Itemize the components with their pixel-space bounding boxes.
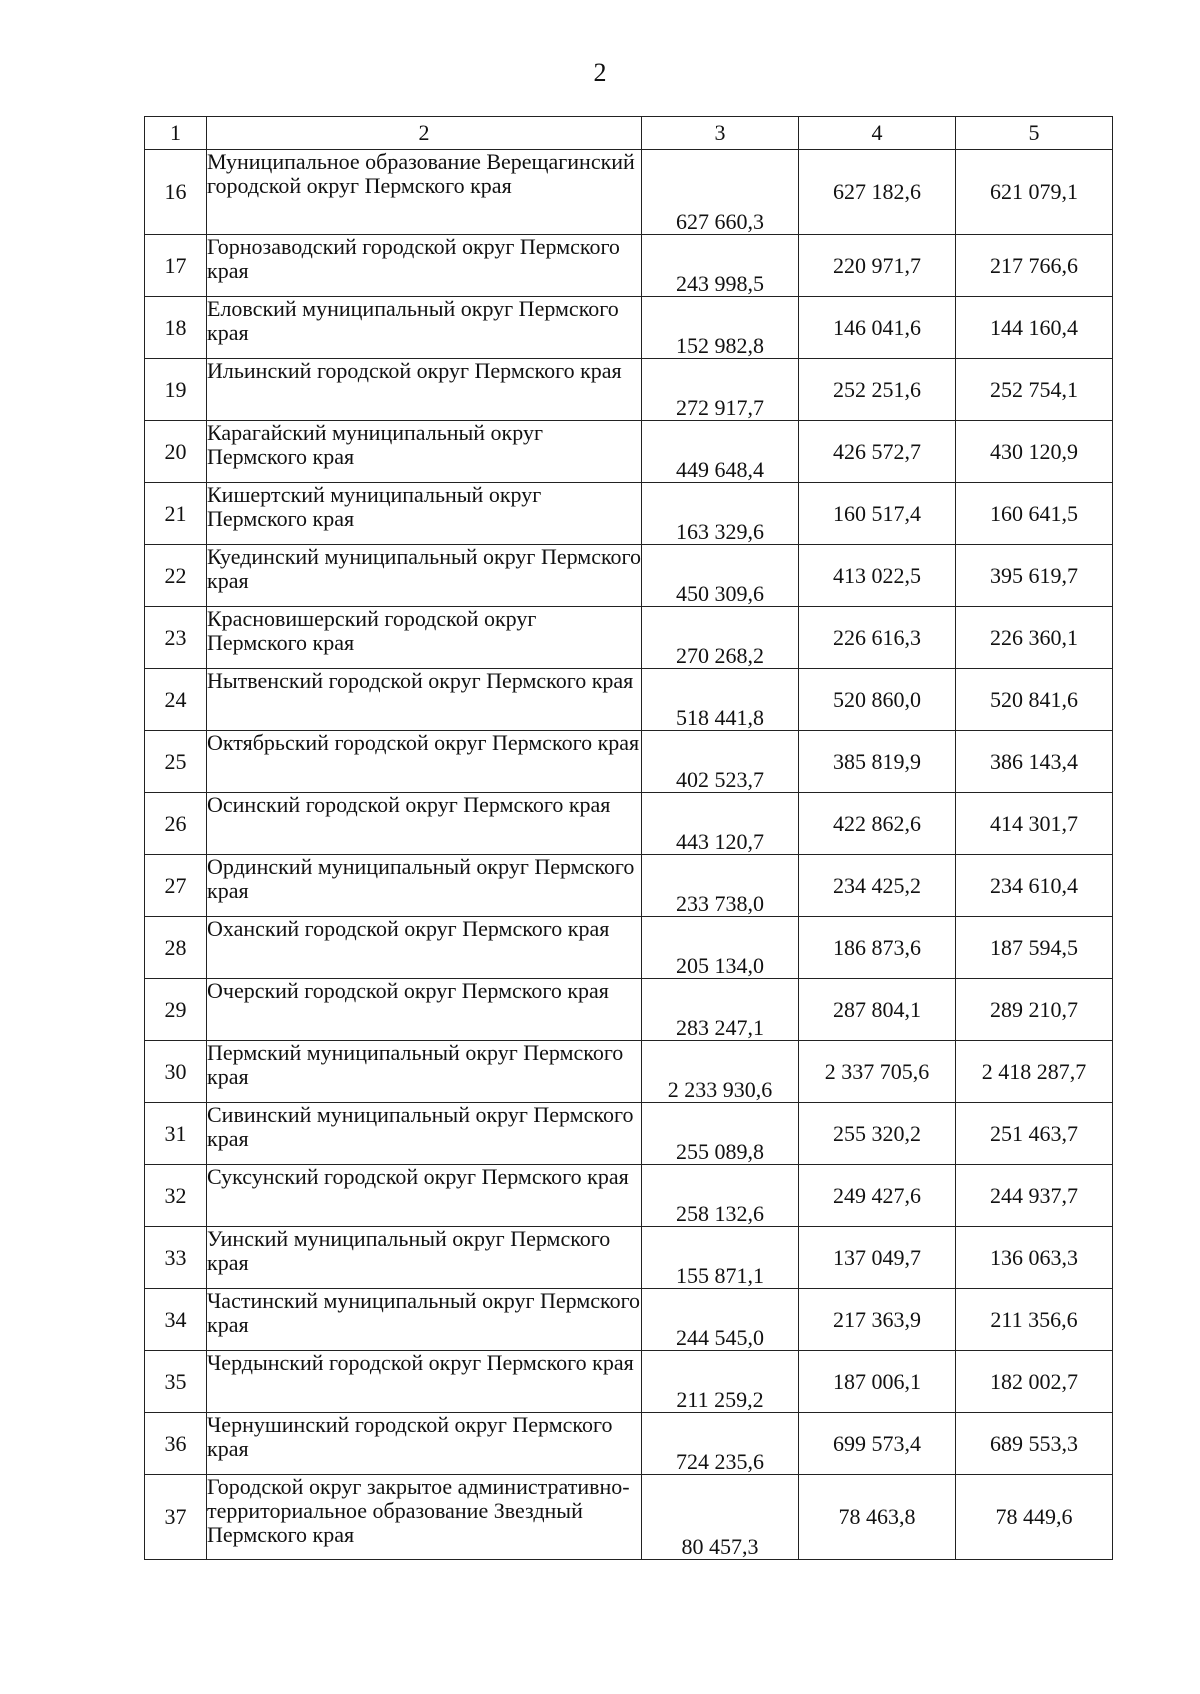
- municipality-name: Оханский городской округ Пермского края: [207, 917, 642, 979]
- value-col-3: 155 871,1: [642, 1227, 799, 1289]
- value-col-4: 217 363,9: [799, 1289, 956, 1351]
- municipality-name: Кишертский муниципальный округ Пермского края: [207, 483, 642, 545]
- municipality-name: Уинский муниципальный округ Пермского края: [207, 1227, 642, 1289]
- value-col-4: 699 573,4: [799, 1413, 956, 1475]
- value-col-5: 395 619,7: [956, 545, 1113, 607]
- row-number: 16: [145, 150, 207, 235]
- table-row: [145, 1227, 1113, 1289]
- value-col-5: 621 079,1: [956, 150, 1113, 235]
- value-col-5: 217 766,6: [956, 235, 1113, 297]
- table-row: [145, 1351, 1113, 1413]
- value-col-4: 2 337 705,6: [799, 1041, 956, 1103]
- row-number: 37: [145, 1475, 207, 1560]
- value-col-3: 402 523,7: [642, 731, 799, 793]
- value-col-3: 450 309,6: [642, 545, 799, 607]
- value-col-3: 80 457,3: [642, 1475, 799, 1560]
- row-number: 28: [145, 917, 207, 979]
- value-col-3: 283 247,1: [642, 979, 799, 1041]
- municipality-name: Нытвенский городской округ Пермского края: [207, 669, 642, 731]
- municipality-name: Еловский муниципальный округ Пермского края: [207, 297, 642, 359]
- table-row: [145, 235, 1113, 297]
- header-col-4: 4: [799, 117, 956, 150]
- value-col-4: 160 517,4: [799, 483, 956, 545]
- row-number: 22: [145, 545, 207, 607]
- value-col-3: 152 982,8: [642, 297, 799, 359]
- value-col-3: 272 917,7: [642, 359, 799, 421]
- value-col-5: 251 463,7: [956, 1103, 1113, 1165]
- value-col-3: 258 132,6: [642, 1165, 799, 1227]
- table-row: [145, 731, 1113, 793]
- value-col-5: 78 449,6: [956, 1475, 1113, 1560]
- value-col-4: 385 819,9: [799, 731, 956, 793]
- municipality-name: Октябрьский городской округ Пермского края: [207, 731, 642, 793]
- value-col-4: 220 971,7: [799, 235, 956, 297]
- header-col-5: 5: [956, 117, 1113, 150]
- municipality-name: Осинский городской округ Пермского края: [207, 793, 642, 855]
- value-col-4: 78 463,8: [799, 1475, 956, 1560]
- table-row: [145, 793, 1113, 855]
- municipality-name: Очерский городской округ Пермского края: [207, 979, 642, 1041]
- row-number: 17: [145, 235, 207, 297]
- row-number: 31: [145, 1103, 207, 1165]
- value-col-4: 287 804,1: [799, 979, 956, 1041]
- value-col-4: 249 427,6: [799, 1165, 956, 1227]
- row-number: 29: [145, 979, 207, 1041]
- table-row: [145, 297, 1113, 359]
- row-number: 25: [145, 731, 207, 793]
- table-header: [145, 117, 1113, 150]
- value-col-3: 443 120,7: [642, 793, 799, 855]
- row-number: 18: [145, 297, 207, 359]
- table-body: [145, 150, 1113, 1560]
- value-col-5: 689 553,3: [956, 1413, 1113, 1475]
- row-number: 33: [145, 1227, 207, 1289]
- page-number: 2: [593, 58, 607, 87]
- value-col-4: 146 041,6: [799, 297, 956, 359]
- municipality-name: Куединский муниципальный округ Пермского края: [207, 545, 642, 607]
- value-col-5: 160 641,5: [956, 483, 1113, 545]
- value-col-4: 234 425,2: [799, 855, 956, 917]
- value-col-4: 187 006,1: [799, 1351, 956, 1413]
- table-row: [145, 421, 1113, 483]
- municipality-name: Чернушинский городской округ Пермского края: [207, 1413, 642, 1475]
- row-number: 26: [145, 793, 207, 855]
- row-number: 27: [145, 855, 207, 917]
- value-col-4: 137 049,7: [799, 1227, 956, 1289]
- value-col-3: 163 329,6: [642, 483, 799, 545]
- table-row: [145, 979, 1113, 1041]
- value-col-5: 289 210,7: [956, 979, 1113, 1041]
- value-col-5: 234 610,4: [956, 855, 1113, 917]
- municipality-name: Красновишерский городской округ Пермского края: [207, 607, 642, 669]
- value-col-4: 520 860,0: [799, 669, 956, 731]
- table-row: [145, 483, 1113, 545]
- table-row: [145, 150, 1113, 235]
- value-col-4: 255 320,2: [799, 1103, 956, 1165]
- row-number: 30: [145, 1041, 207, 1103]
- row-number: 23: [145, 607, 207, 669]
- table-row: [145, 669, 1113, 731]
- row-number: 36: [145, 1413, 207, 1475]
- table-row: [145, 607, 1113, 669]
- value-col-5: 226 360,1: [956, 607, 1113, 669]
- table-row: [145, 1103, 1113, 1165]
- value-col-3: 627 660,3: [642, 150, 799, 235]
- value-col-5: 430 120,9: [956, 421, 1113, 483]
- table-row: [145, 545, 1113, 607]
- value-col-4: 186 873,6: [799, 917, 956, 979]
- value-col-4: 413 022,5: [799, 545, 956, 607]
- value-col-3: 211 259,2: [642, 1351, 799, 1413]
- table-row: [145, 855, 1113, 917]
- row-number: 24: [145, 669, 207, 731]
- value-col-5: 520 841,6: [956, 669, 1113, 731]
- value-col-4: 422 862,6: [799, 793, 956, 855]
- value-col-5: 211 356,6: [956, 1289, 1113, 1351]
- value-col-5: 182 002,7: [956, 1351, 1113, 1413]
- table-row: [145, 1165, 1113, 1227]
- value-col-5: 136 063,3: [956, 1227, 1113, 1289]
- municipality-name: Суксунский городской округ Пермского края: [207, 1165, 642, 1227]
- value-col-5: 386 143,4: [956, 731, 1113, 793]
- header-col-1: 1: [145, 117, 207, 150]
- table-row: [145, 1413, 1113, 1475]
- municipality-name: Сивинский муниципальный округ Пермского края: [207, 1103, 642, 1165]
- value-col-3: 205 134,0: [642, 917, 799, 979]
- row-number: 19: [145, 359, 207, 421]
- value-col-4: 426 572,7: [799, 421, 956, 483]
- value-col-5: 187 594,5: [956, 917, 1113, 979]
- row-number: 35: [145, 1351, 207, 1413]
- table-row: [145, 917, 1113, 979]
- table-row: [145, 1475, 1113, 1560]
- municipality-name: Горнозаводский городской округ Пермского края: [207, 235, 642, 297]
- header-col-3: 3: [642, 117, 799, 150]
- municipality-name: Пермский муниципальный округ Пермского края: [207, 1041, 642, 1103]
- row-number: 20: [145, 421, 207, 483]
- value-col-3: 244 545,0: [642, 1289, 799, 1351]
- value-col-5: 414 301,7: [956, 793, 1113, 855]
- municipality-name: Ильинский городской округ Пермского края: [207, 359, 642, 421]
- value-col-5: 244 937,7: [956, 1165, 1113, 1227]
- value-col-3: 518 441,8: [642, 669, 799, 731]
- value-col-3: 270 268,2: [642, 607, 799, 669]
- table-row: [145, 1289, 1113, 1351]
- value-col-4: 252 251,6: [799, 359, 956, 421]
- value-col-4: 627 182,6: [799, 150, 956, 235]
- municipality-name: Городской округ закрытое административно-территориальное образование Звездный Пермского края: [207, 1475, 642, 1560]
- row-number: 34: [145, 1289, 207, 1351]
- municipality-name: Муниципальное образование Верещагинский городской округ Пермского края: [207, 150, 642, 235]
- value-col-3: 2 233 930,6: [642, 1041, 799, 1103]
- value-col-3: 449 648,4: [642, 421, 799, 483]
- value-col-5: 144 160,4: [956, 297, 1113, 359]
- header-row: [145, 117, 1113, 150]
- value-col-3: 724 235,6: [642, 1413, 799, 1475]
- municipality-name: Ординский муниципальный округ Пермского края: [207, 855, 642, 917]
- table-row: [145, 1041, 1113, 1103]
- value-col-5: 252 754,1: [956, 359, 1113, 421]
- value-col-3: 233 738,0: [642, 855, 799, 917]
- value-col-3: 243 998,5: [642, 235, 799, 297]
- table-row: [145, 359, 1113, 421]
- municipality-name: Частинский муниципальный округ Пермского края: [207, 1289, 642, 1351]
- value-col-4: 226 616,3: [799, 607, 956, 669]
- budget-table: [144, 116, 1113, 1560]
- value-col-3: 255 089,8: [642, 1103, 799, 1165]
- row-number: 32: [145, 1165, 207, 1227]
- value-col-5: 2 418 287,7: [956, 1041, 1113, 1103]
- row-number: 21: [145, 483, 207, 545]
- municipality-name: Чердынский городской округ Пермского края: [207, 1351, 642, 1413]
- municipality-name: Карагайский муниципальный округ Пермского края: [207, 421, 642, 483]
- header-col-2: 2: [207, 117, 642, 150]
